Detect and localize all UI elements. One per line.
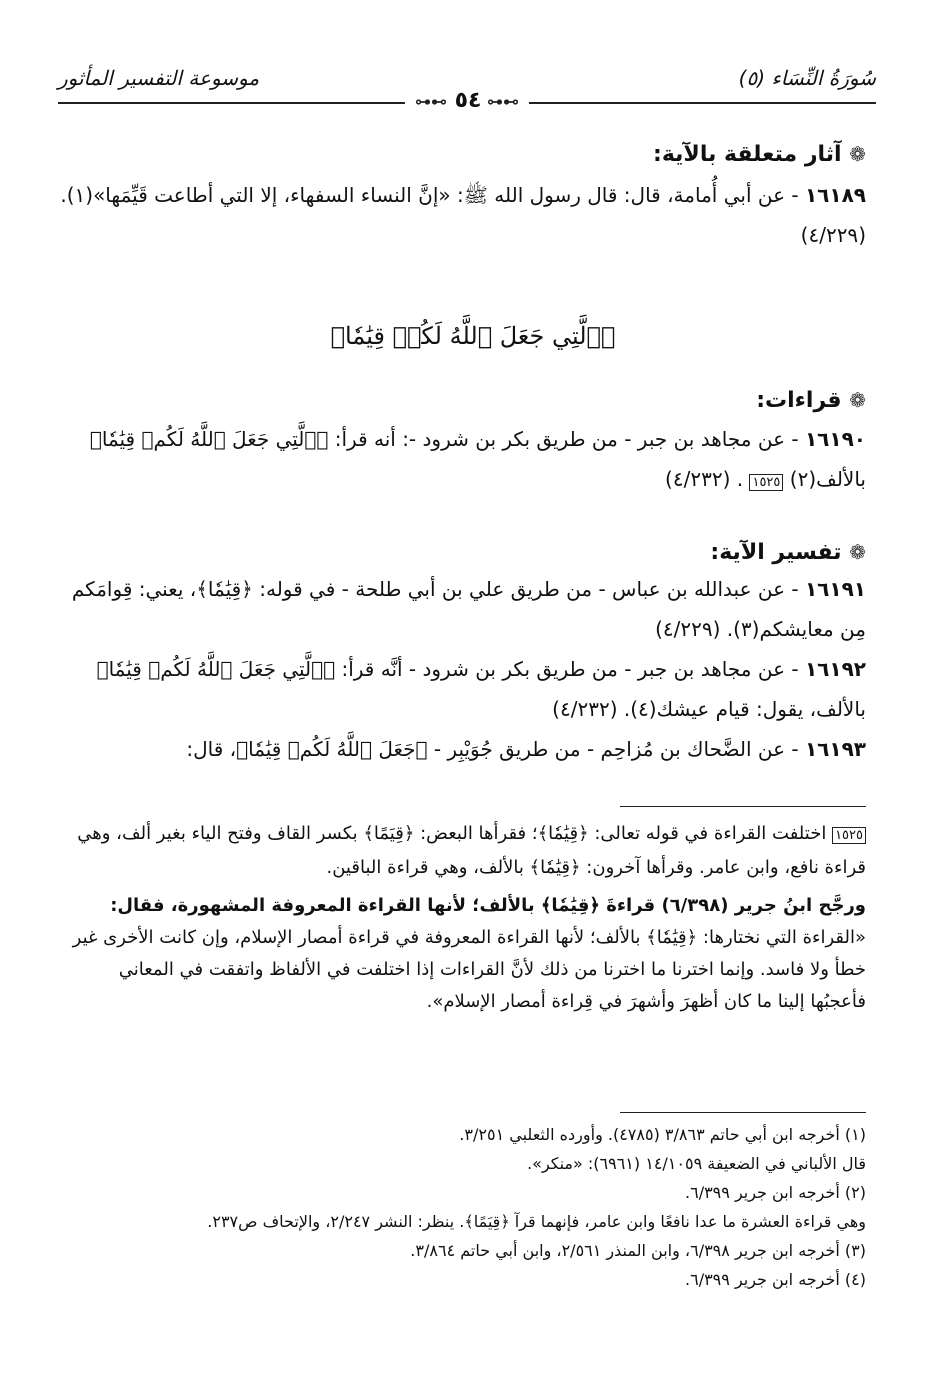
report-ref: . (٤/٢٣٢) xyxy=(665,467,744,491)
report-paragraph xyxy=(60,569,866,649)
section-heading xyxy=(60,142,866,167)
quran-verse: ﴿ٱلَّتِي جَعَلَ ٱللَّهُ لَكُمۡ قِيَٰمٗا﴾ xyxy=(330,322,616,350)
report-text: - عن مجاهد بن جبر - من طريق بكر بن شرود - أنَّه قرأ: ﴿ٱلَّتِي جَعَلَ ٱللَّهُ لَكُمۡ قِيَٰمٗا﴾ بالألف، يقول: قيام عيشك(٤). (٤/٢٣٢) xyxy=(96,657,866,721)
footnote-line: (١) أخرجه ابن أبي حاتم ٣/٨٦٣ (٤٧٨٥). وأورده الثعلبي ٣/٢٥١. xyxy=(459,1125,866,1144)
section-heading xyxy=(60,388,866,413)
footnote-line: وهي قراءة العشرة ما عدا نافعًا وابن عامر، فإنهما قرآ ﴿قِيَمًا﴾. ينظر: النشر ٢/٢٤٧، والإتحاف ص٢٣٧. xyxy=(207,1212,866,1231)
flower-icon: ❁ xyxy=(849,540,866,564)
note-paragraph xyxy=(60,818,866,884)
report-text: - عن الضَّحاك بن مُزاحِم - من طريق جُوَيْبِر - ﴿جَعَلَ ٱللَّهُ لَكُمۡ قِيَٰمٗا﴾، قال: xyxy=(186,737,799,761)
surah-title: سُورَةُ النِّسَاء (٥) xyxy=(738,66,876,90)
note-text: «القراءة التي نختارها: ﴿قِيَٰمٗا﴾ بالألف؛ لأنها القراءة المعروفة في قراءة أمصار الإسلام، وإن كانت الأخرى غير خطأ ولا فاسد. وإنما اخترنا ما اخترنا من ذلك لأنَّ القراءات إذا اختلفت في الألفاظ واتفقت في المعاني فأعجبُها إلينا ما كان أظهرَ وأشهرَ في قِراءة أمصار الإسلام». xyxy=(72,927,866,1012)
flower-icon: ❁ xyxy=(849,388,866,412)
ornament-icon: ⊶⊷ xyxy=(414,92,447,111)
page-number: ٥٤ xyxy=(454,88,482,113)
note-lead: ورجَّح ابنُ جرير (٦/٣٩٨) قراءةَ ﴿قِيَٰمٗا﴾ بالألف؛ لأنها القراءة المعروفة المشهورة، فقال: xyxy=(110,895,866,916)
report-paragraph xyxy=(60,419,866,503)
note-text: اختلفت القراءة في قوله تعالى: ﴿قِيَٰمٗا﴾؛ فقرأها البعض: ﴿قِيَمًا﴾ بكسر القاف وفتح الياء بغير ألف، وهي قراءة نافع، وابن عامر. وقرأها آخرون: ﴿قِيَٰمٗا﴾ بالألف، وهي قراءة الباقين. xyxy=(77,823,866,878)
footnote-line: (٢) أخرجه ابن جرير ٦/٣٩٩. xyxy=(685,1183,866,1202)
report-text: - عن أبي أُمامة، قال: قال رسول الله ﷺ: «إنَّ النساء السفهاء، إلا التي أطاعت قَيِّمَها»(١). (٤/٢٢٩) xyxy=(60,183,866,247)
footnote-line: قال الألباني في الضعيفة ١٤/١٠٥٩ (٦٩٦١): «منكر». xyxy=(527,1154,866,1173)
page-number-wrap xyxy=(405,88,529,113)
ornament-icon: ⊶⊷ xyxy=(481,92,520,111)
section-tafsir xyxy=(60,540,866,769)
heading-text: تفسير الآية: xyxy=(710,540,842,565)
footnotes xyxy=(60,1120,866,1294)
footnote-line: (٣) أخرجه ابن جرير ٦/٣٩٨، وابن المنذر ٢/٥٦١، وابن أبي حاتم ٣/٨٦٤. xyxy=(410,1241,866,1260)
footnote-divider xyxy=(620,1112,866,1113)
footnote-line: (٤) أخرجه ابن جرير ٦/٣٩٩. xyxy=(685,1270,866,1289)
page-header xyxy=(58,58,876,116)
note-number-box: ١٥٢٥ xyxy=(832,827,866,844)
heading-text: آثار متعلقة بالآية: xyxy=(653,142,842,167)
section-readings xyxy=(60,388,866,503)
report-paragraph xyxy=(60,175,866,255)
note-ref-box: ١٥٢٥ xyxy=(749,474,783,491)
report-number: ١٦١٩٣ xyxy=(804,737,866,761)
report-number: ١٦١٩١ xyxy=(804,577,866,601)
section-heading xyxy=(60,540,866,565)
report-number: ١٦١٨٩ xyxy=(804,183,866,207)
heading-text: قراءات: xyxy=(756,388,842,413)
section-related-reports xyxy=(60,142,866,255)
book-title: موسوعة التفسير المأثور xyxy=(58,66,260,90)
report-number: ١٦١٩٠ xyxy=(804,427,866,451)
flower-icon: ❁ xyxy=(849,142,866,166)
report-paragraph xyxy=(60,729,866,769)
editorial-note xyxy=(60,818,866,1018)
report-text: - عن مجاهد بن جبر - من طريق بكر بن شرود -: أنه قرأ: ﴿ٱلَّتِي جَعَلَ ٱللَّهُ لَكُمۡ قِيَٰمٗا﴾ بالألف(٢) xyxy=(89,427,866,491)
note-divider xyxy=(620,806,866,807)
report-text: - عن عبدالله بن عباس - من طريق علي بن أبي طلحة - في قوله: ﴿قِيَٰمٗا﴾، يعني: قِوامَكم مِن معايشكم(٣). (٤/٢٢٩) xyxy=(71,577,866,641)
report-paragraph xyxy=(60,649,866,729)
note-paragraph xyxy=(60,890,866,1018)
report-number: ١٦١٩٢ xyxy=(804,657,866,681)
